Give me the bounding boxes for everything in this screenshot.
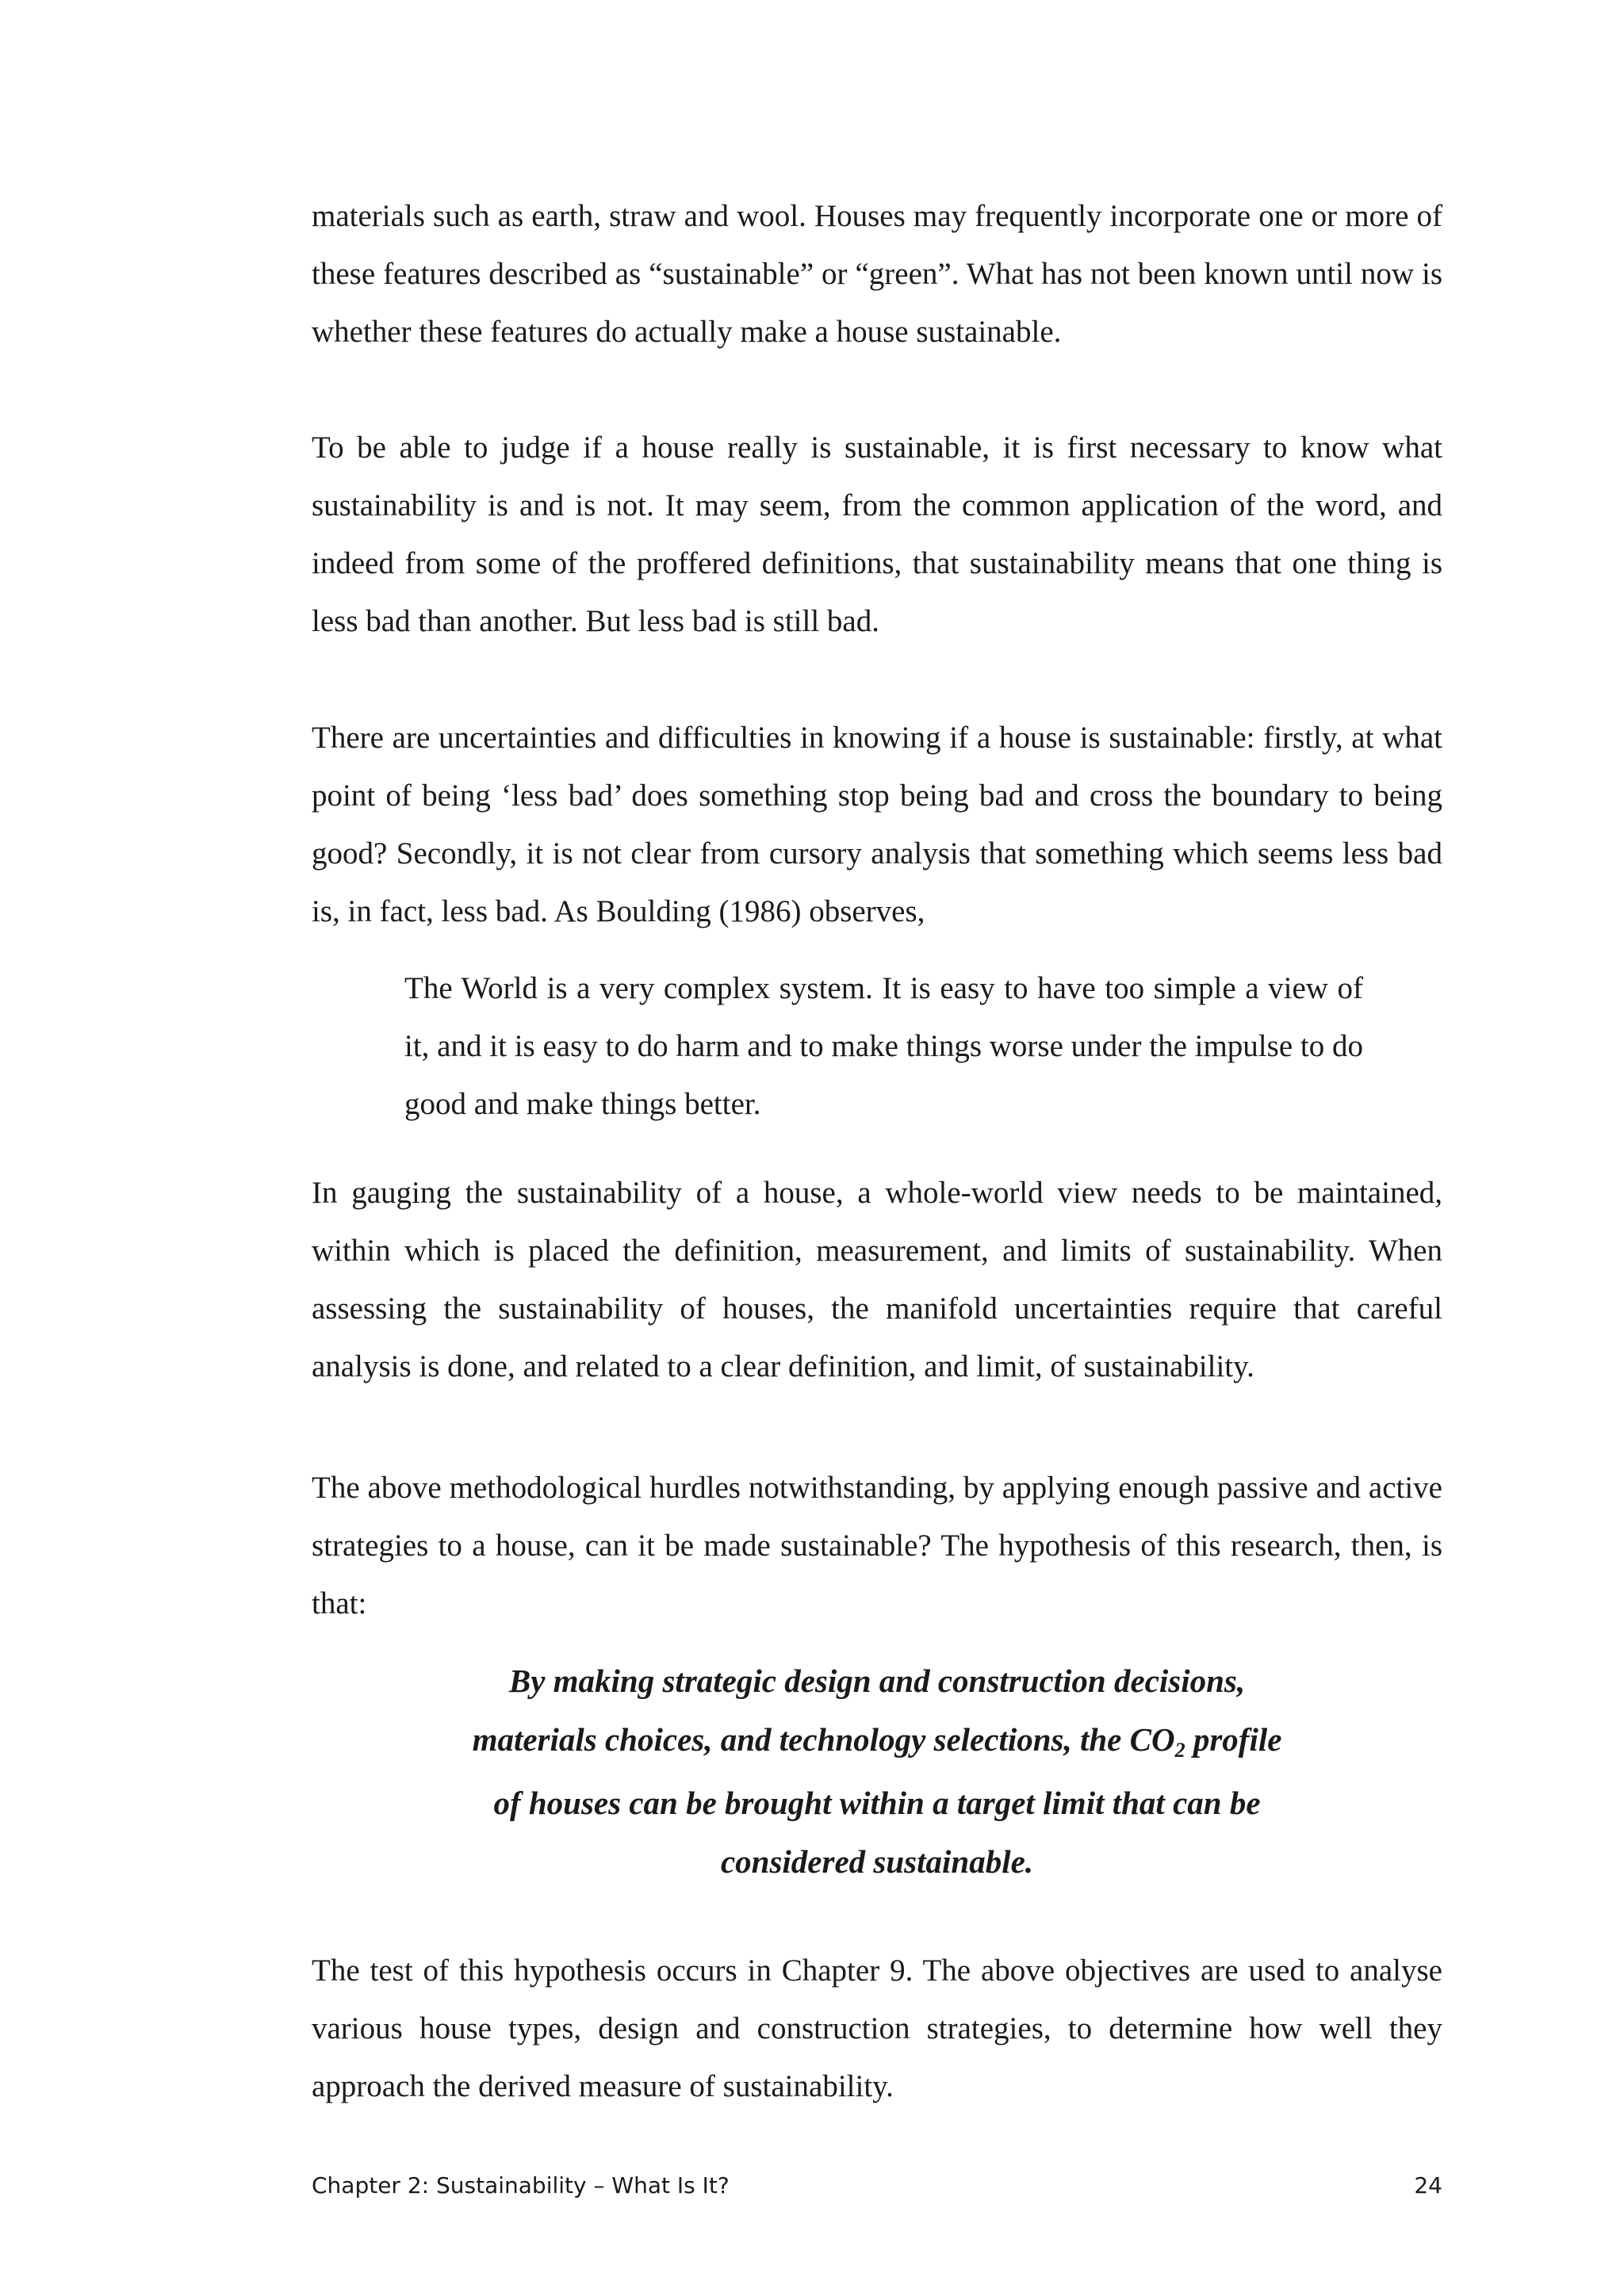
hypothesis-line-2-end: profile [1185,1721,1282,1758]
paragraph-3: There are uncertainties and difficulties in knowing if a house is sustainable: firstly, at what point of being ‘less bad’ does something stop being bad and cross the boundary to being good? Secondly, it is not clear from cursory analysis that something which seems less bad is, in fact, less bad. As Boulding (1986) observes, [312,721,1442,928]
page-number: 24 [1414,2172,1442,2198]
paragraph-1: materials such as earth, straw and wool. Houses may frequently incorporate one or more of these features described as “sustainable” or “green”. What has not been known until now is whether these features do actually make a house sustainable. [312,199,1442,349]
hypothesis-line-4: considered sustainable. [720,1843,1034,1880]
hypothesis-line-2 [312,1710,1442,1774]
hypothesis-line-1: By making strategic design and construction decisions, [508,1663,1246,1699]
block-quote: The World is a very complex system. It is easy to have too simple a view of it, and it is easy to do harm and to make things worse under the impulse to do good and make things better. [404,971,1363,1121]
paragraph-5: The above methodological hurdles notwithstanding, by applying enough passive and active strategies to a house, can it be made sustainable? The hypothesis of this research, then, is that: [312,1471,1442,1621]
co2-subscript: 2 [1174,1739,1185,1762]
chapter-title: Chapter 2: Sustainability – What Is It? [312,2172,730,2198]
hypothesis-line-3: of houses can be brought within a target limit that can be [493,1785,1261,1821]
hypothesis-statement [312,1651,1442,1891]
paragraph-2: To be able to judge if a house really is sustainable, it is first necessary to know what sustainability is and is not. It may seem, from the common application of the word, and indeed from some of the proffered definitions, that sustainability means that one thing is less bad than another. But less bad is still bad. [312,430,1442,638]
paragraph-6: The test of this hypothesis occurs in Chapter 9. The above objectives are used to analyse various house types, design and construction strategies, to determine how well they approach the derived measure of sustainability. [312,1954,1442,2103]
paragraph-4: In gauging the sustainability of a house, a whole-world view needs to be maintained, within which is placed the definition, measurement, and limits of sustainability. When assessing the sustainability of houses, the manifold uncertainties require that careful analysis is done, and related to a clear definition, and limit, of sustainability. [312,1176,1442,1383]
hypothesis-line-2-text: materials choices, and technology selections, the CO [472,1721,1175,1758]
